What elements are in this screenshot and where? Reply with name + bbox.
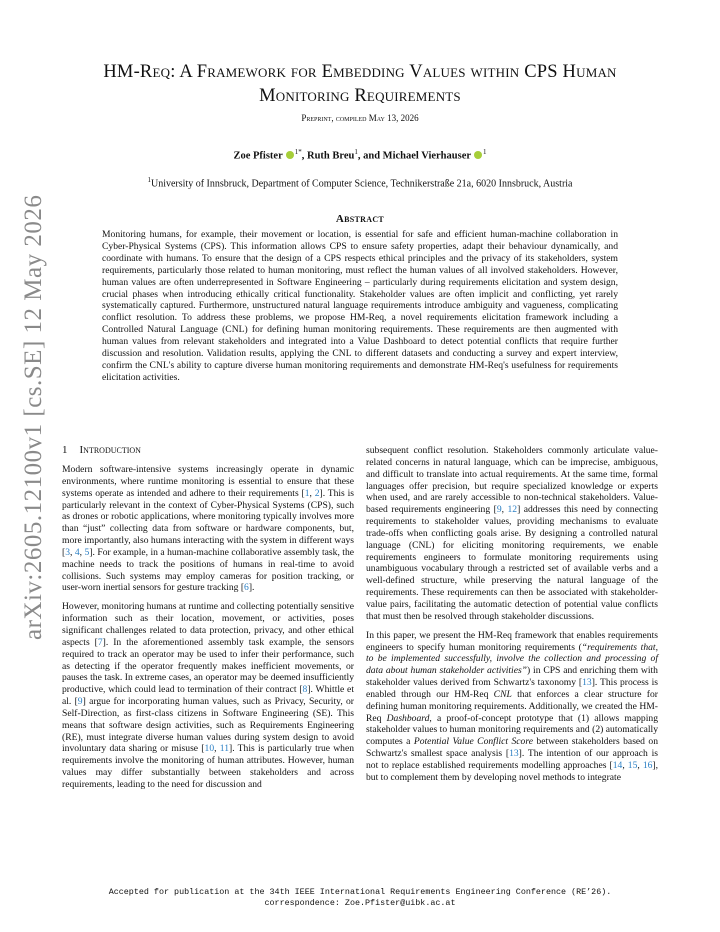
author-name: Zoe Pfister: [233, 150, 283, 162]
text-run: ]. This is particularly relevant in the context of Cyber-Physical Systems (CPS), such as drones or robotic applications, where monitoring typically involves more than “just” collecting data from software or hardware components, but, more importantly, also humans interacting with the system in different ways [: [62, 487, 355, 558]
citation-link[interactable]: 13: [582, 677, 592, 689]
author-affil-mark: 1: [483, 148, 487, 156]
text-run: ,: [79, 546, 85, 558]
footer: [0, 887, 720, 909]
text-run: ].: [248, 582, 255, 594]
text-run: ]. Whittle et al. [: [62, 684, 354, 708]
author-affil-mark: 1: [354, 148, 358, 156]
paragraph: [62, 601, 354, 791]
correspondence: correspondence: Zoe.Pfister@uibk.ac.at: [264, 898, 456, 908]
citation-link[interactable]: 13: [509, 748, 519, 760]
affiliation: [0, 176, 720, 189]
citation-link[interactable]: 5: [84, 546, 90, 558]
text-run: However, monitoring humans at runtime and collecting potentially sensitive information such as their location, movement, or activities, poses significant challenges related to data protection, privacy, and other ethical aspects [: [62, 601, 354, 648]
right-column: [366, 445, 658, 791]
text-run: that enforces a clear structure for defining human monitoring requirements. Additionally, we created the HM-Req: [366, 688, 658, 724]
citation-link[interactable]: 8: [302, 684, 308, 696]
citation-link[interactable]: 12: [507, 504, 518, 516]
paragraph: [62, 464, 354, 594]
abstract-text: Monitoring humans, for example, their movement or location, is essential for safe and efficient human-machine collaboration in Cyber-Physical Systems (CPS). This information allows CPS to ensure safety properties, adapt their behaviour dynamically, and coordinate with humans. To ensure that the design of a CPS respects ethical principles and the privacy of its stakeholders, system requirements, particularly those related to human monitoring, must reflect the human values of all involved stakeholders. However, human values are often underrepresented in Software Engineering – particularly during requirements elicitation and system design, crucial phases when introducing ethically critical functionality. Stakeholder values are often implicit and conflicting, yet rarely systematically captured. Furthermore, unstructured natural language requirements introduce ambiguity and vagueness, complicating conflict resolution. To address these problems, we propose HM-Req, a novel requirements elicitation framework including a Controlled Natural Language (CNL) for defining human monitoring requirements. These requirements are then augmented with human values from relevant stakeholders and integrated into a Value Dashboard to detect potential conflicts that require further discussion and resolution. Validation results, applying the CNL to different datasets and conducting a survey and expert interview, confirm the CNL's ability to capture diverse human monitoring requirements and demonstrate HM-Req's usefulness for requirements elicitation activities.: [102, 229, 618, 383]
citation-link[interactable]: 2: [314, 487, 320, 499]
section-title: Introduction: [79, 444, 141, 456]
orcid-icon[interactable]: [286, 151, 294, 159]
citation-link[interactable]: 6: [244, 582, 249, 594]
text-run: ]. The intention of our approach is not to replace established requirements modelling approaches [: [366, 748, 659, 771]
text-run: Modern software-intensive systems increasingly operate in dynamic environments, where runtime monitoring is essential to ensure that these systems operate as intended and adhere to their requirements [: [62, 464, 354, 499]
citation-link[interactable]: 7: [97, 636, 103, 648]
text-run: , a proof-of-concept prototype that (1) allows mapping stakeholder values to human monitoring requirements and (2) automatically computes a: [366, 712, 658, 748]
text-run: In this paper, we present the HM-Req framework that enables requirements engineers to specify human monitoring requirements (: [366, 629, 658, 653]
citation-link[interactable]: 16: [642, 759, 653, 771]
text-run: ,: [309, 487, 315, 499]
affiliation-text: University of Innsbruck, Department of Computer Science, Technikerstraße 21a, 6020 Innsbruck, Austria: [150, 178, 573, 190]
text-run: ] argue for incorporating human values, such as Privacy, Security, or Self-Direction, as first-class citizens in Software Engineering (SE). This means that software design activities, such as Requirements Engineering (RE), must integrate diverse human values during system design to avoid involuntary data sharing or misuse [: [62, 696, 354, 755]
title-line-2: Monitoring Requirements: [259, 86, 461, 106]
citation-link[interactable]: 3: [65, 546, 70, 558]
text-run: ] addresses this need by connecting requirements to stakeholder values, providing mechanisms to evaluate trade-offs when conflicting goals arise. By designing a controlled natural language (CNL) for eliciting monitoring requirements, we enable requirements engineers to formulate monitoring requirements using unambiguous vocabulary through a restricted set of available verbs and a well-defined structure, while preserving the natural language of the requirements. These requirements can then be associated with stakeholder-value pairs, facilitating the automatic detection of potential value conflicts that must then be resolved through stakeholder discussions.: [366, 504, 659, 622]
citation-link[interactable]: 11: [219, 743, 230, 755]
text-run: ]. In the aforementioned assembly task example, the sensors required to track an operator may be used to infer their performance, such as detecting if the operator frequently makes inefficient movements, or pauses the task. In extreme cases, an operator may be deemed insufficiently productive, which could lead to termination of their contract [: [62, 636, 354, 696]
text-run: ]. For example, in a human-machine collaborative assembly task, the machine needs to track the positions of humans in real-time to avoid collisions. Such systems may employ cameras for position tracking, or user-worn inertial sensors for gesture tracking [: [62, 546, 355, 594]
text-run: ]. This is particularly true when requirements involve the monitoring of human attributes. However, human values may differ substantially between stakeholders and across requirements, leading to the need for discussion and: [62, 743, 355, 790]
paragraph: [366, 445, 658, 623]
citation-link[interactable]: 15: [627, 759, 638, 771]
section-heading: [62, 444, 141, 456]
left-column: [62, 464, 354, 798]
text-run: ,: [622, 759, 628, 771]
text-run: ) in CPS and enriching them with stakeholder values derived from Schwartz's taxonomy [: [366, 665, 658, 689]
citation-link[interactable]: 4: [74, 546, 80, 558]
author-name: , Ruth Breu: [301, 150, 355, 162]
orcid-icon[interactable]: [474, 151, 482, 159]
text-run: Potential Value Conflict Score: [413, 736, 533, 748]
paragraph: [366, 630, 658, 784]
section-number: 1: [62, 444, 68, 456]
citation-link[interactable]: 9: [77, 696, 83, 708]
paper-title: [60, 60, 660, 108]
text-run: CNL: [493, 688, 512, 700]
abstract-heading: Abstract: [335, 213, 385, 225]
citation-link[interactable]: 1: [304, 487, 310, 499]
author-affil-mark: 1*: [294, 148, 302, 156]
title-line-1: HM-Req: A Framework for Embedding Values within CPS Human: [103, 62, 617, 82]
author-name: , and Michael Vierhauser: [357, 150, 472, 162]
author-list: [0, 148, 720, 162]
text-run: ,: [501, 504, 508, 516]
citation-link[interactable]: 14: [612, 759, 623, 771]
text-run: Dashboard: [386, 712, 430, 724]
acceptance-note: Accepted for publication at the 34th IEEE International Requirements Engineering Conference (RE’26).: [108, 887, 612, 897]
text-run: ,: [214, 743, 220, 755]
text-run: ], but to complement them by developing novel methods to integrate: [366, 759, 658, 783]
text-run: ,: [70, 546, 75, 558]
citation-link[interactable]: 10: [204, 743, 215, 755]
text-run: ,: [637, 759, 643, 771]
text-run: ]. This process is enabled through our HM-Req: [366, 677, 658, 700]
text-run: between stakeholders based on Schwartz's smallest space analysis [: [366, 736, 658, 760]
citation-link[interactable]: 9: [496, 504, 502, 516]
text-run: subsequent conflict resolution. Stakeholders commonly articulate value-related concerns in natural language, which can be imprecise, ambiguous, and difficult to translate into actual requirements. At the same time, formal languages offer precision, but require specialized knowledge or experts when used, and are rarely accessible to non-technical stakeholders. Value-based requirements engineering [: [366, 445, 658, 516]
arxiv-identifier: arXiv:2605.12100v1 [cs.SE] 12 May 2026: [20, 194, 47, 640]
preprint-date: Preprint, compiled May 13, 2026: [301, 113, 419, 123]
text-run: “requirements that, to be implemented successfully, involve the collection and processing of data about human stakeholder activities”: [366, 641, 658, 677]
affiliation-mark: 1: [147, 176, 151, 184]
